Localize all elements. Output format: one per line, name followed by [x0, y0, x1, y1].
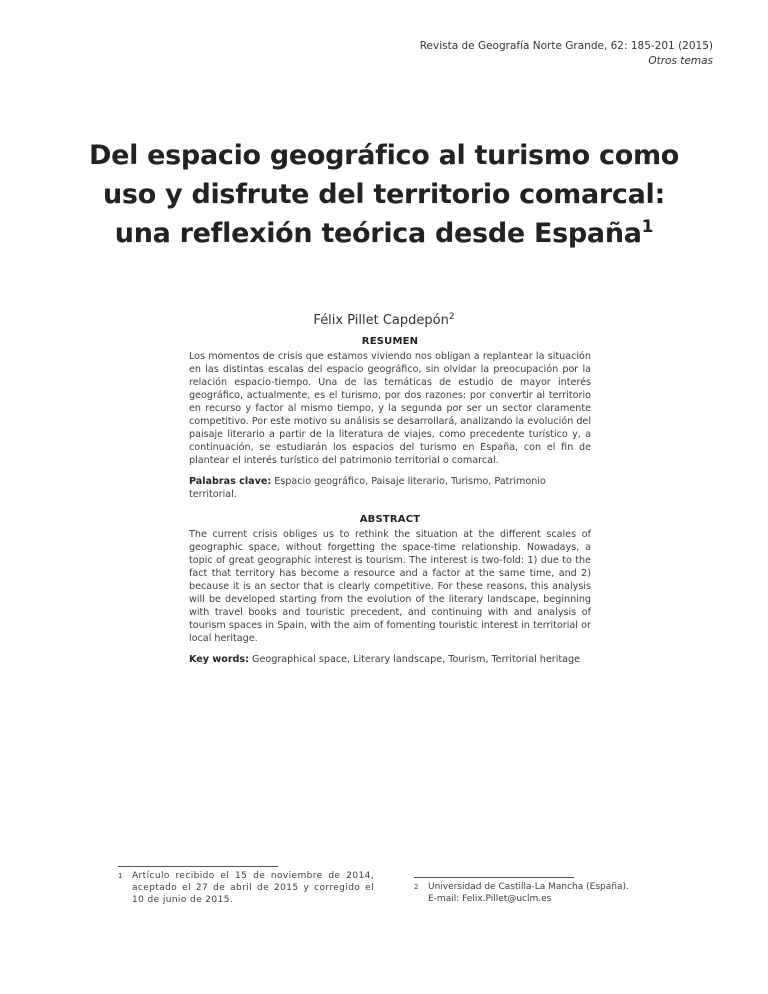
- abstract-section: [189, 514, 591, 666]
- title-line-3-text: una reflexión teórica desde España: [114, 218, 642, 249]
- footnote-2-mark: 2: [414, 883, 419, 891]
- author-footnote-mark[interactable]: 2: [448, 312, 455, 322]
- journal-header: [420, 39, 713, 69]
- footnote-2-affiliation: Universidad de Castilla-La Mancha (España).: [428, 882, 629, 892]
- abstract-keywords-list: Geographical space, Literary landscape, Tourism, Territorial heritage: [252, 654, 581, 665]
- author-line: [0, 313, 768, 328]
- footnote-1-text: Artículo recibido el 15 de noviembre de 2014, aceptado el 27 de abril de 2015 y corregido el 10 de junio de 2015.: [132, 871, 374, 905]
- title-line-3: [60, 214, 708, 253]
- footnote-1-mark: 1: [118, 872, 123, 880]
- footnote-2-email[interactable]: E-mail: Felix.Pillet@uclm.es: [428, 894, 552, 904]
- abstract-keywords: [189, 653, 591, 666]
- article-title: [60, 136, 708, 253]
- footnote-2-divider: [414, 877, 574, 878]
- resumen-keywords: [189, 475, 591, 501]
- resumen-section: [189, 336, 591, 501]
- abstract-heading: ABSTRACT: [359, 514, 421, 525]
- footnote-1: [118, 866, 374, 906]
- abstract-keywords-label: Key words:: [189, 654, 249, 665]
- resumen-keywords-label: Palabras clave:: [189, 476, 272, 487]
- author-name: Félix Pillet Capdepón: [313, 313, 449, 328]
- title-line-1: Del espacio geográfico al turismo como: [88, 140, 680, 171]
- footnote-2-body: [428, 881, 654, 905]
- footnote-1-divider: [118, 866, 278, 867]
- abstract-text: The current crisis obliges us to rethink the situation at the different scales of geographic space, without forgetting the space-time relationship. Nowadays, a topic of great geographic interest is tourism. The interest is two-fold: 1) due to the fact that territory has become a resource and a factor at the same time, and 2) because it is an sector that is clearly competitive. For these reasons, this analysis will be developed starting from the evolution of the literary landscape, beginning with travel books and touristic precedent, and continuing with and analysis of tourism spaces in Spain, with the aim of fomenting touristic interest in territorial or local heritage.: [189, 529, 591, 644]
- title-footnote-mark[interactable]: 1: [641, 217, 654, 237]
- journal-citation: Revista de Geografía Norte Grande, 62: 185-201 (2015): [419, 40, 713, 52]
- resumen-text: Los momentos de crisis que estamos viviendo nos obligan a replantear la situación en las distintas escalas del espacio geográfico, sin olvidar la preocupación por la relación espacio-tiempo. Una de las temáticas de estudio de mayor interés geográfico, actualmente, es el turismo, por dos razones: por convertir al territorio en recurso y factor al mismo tiempo, y la segunda por ser un sector claramente competitivo. Por este motivo su análisis se desarrollará, analizando la evolución del paisaje literario a partir de la literatura de viajes, como precedente turístico y, a continuación, se estudiarán los espacios del turismo en España, con el fin de plantear el interés turístico del patrimonio territorial o comarcal.: [189, 351, 591, 466]
- title-line-2: uso y disfrute del territorio comarcal:: [103, 179, 665, 210]
- resumen-keywords-list: Espacio geográfico, Paisaje literario, Turismo, Patrimonio territorial.: [189, 476, 546, 500]
- journal-section: Otros temas: [648, 55, 713, 67]
- footnote-2: [414, 877, 654, 905]
- resumen-heading: RESUMEN: [361, 336, 419, 347]
